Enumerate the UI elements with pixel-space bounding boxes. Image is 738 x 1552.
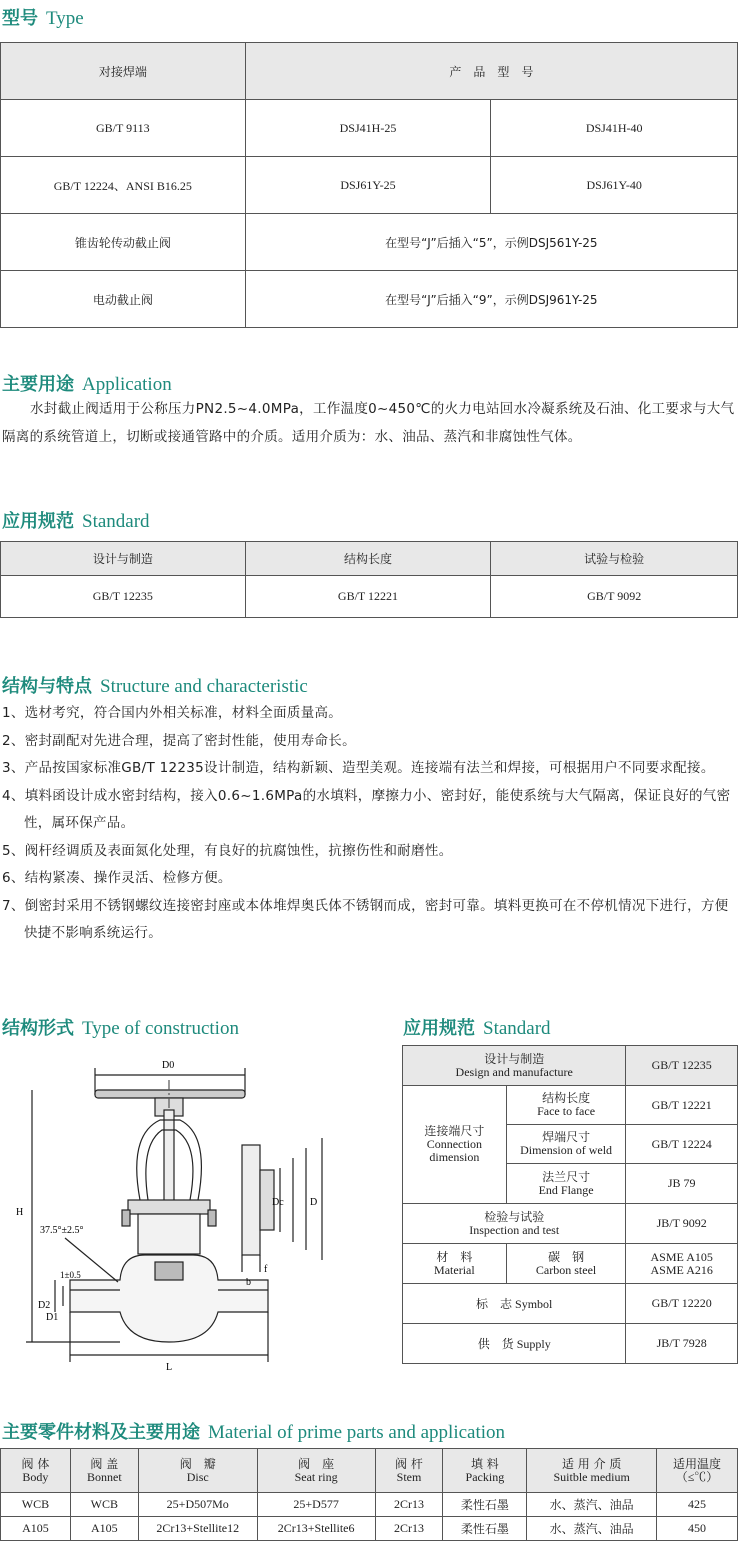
type-cell: DSJ61Y-40 bbox=[491, 157, 738, 214]
structure-item: 4、填料函设计成水密封结构，接入0.6~1.6MPa的水填料，摩擦力小、密封好，能使系统与大气隔离，保证良好的气密性，属环保产品。 bbox=[2, 787, 731, 831]
mat-cell: 水、蒸汽、油品 bbox=[527, 1493, 657, 1517]
structure-item: 6、结构紧凑、操作灵活、检修方便。 bbox=[2, 870, 232, 886]
std2-design bbox=[403, 1046, 626, 1086]
application-title-en: Application bbox=[82, 374, 172, 395]
construction-title-en: Type of construction bbox=[82, 1018, 239, 1039]
standard2-title bbox=[403, 1014, 551, 1040]
mat-header-cn: 阀 座 bbox=[298, 1456, 335, 1471]
mat-cell: 2Cr13 bbox=[375, 1493, 443, 1517]
std2-weld-val: GB/T 12224 bbox=[626, 1125, 738, 1164]
mat-header-en: Bonnet bbox=[86, 1469, 122, 1484]
label-tolerance: 1±0.5 bbox=[60, 1270, 81, 1280]
mat-header-cn: 适用温度 bbox=[673, 1456, 722, 1471]
standard2-table bbox=[402, 1045, 738, 1364]
std2-material bbox=[403, 1244, 507, 1284]
std2-weld-en: Dimension of weld bbox=[520, 1143, 613, 1157]
std2-weld-cn: 焊端尺寸 bbox=[542, 1130, 591, 1144]
bonnet-flange bbox=[128, 1200, 210, 1214]
std2-mat-val2: ASME A216 bbox=[650, 1262, 713, 1277]
mat-cell: 425 bbox=[657, 1493, 738, 1517]
mat-cell: A105 bbox=[1, 1517, 71, 1541]
std2-cs-cn: 碳 钢 bbox=[548, 1249, 585, 1264]
std2-design-cn: 设计与制造 bbox=[484, 1051, 545, 1066]
type-cell: 锥齿轮传动截止阀 bbox=[1, 214, 246, 271]
std2-face-en: Face to face bbox=[537, 1104, 596, 1118]
label-d2: D2 bbox=[38, 1300, 51, 1311]
mat-header-en: Disc bbox=[186, 1469, 209, 1484]
mat-header-cn: 阀 盖 bbox=[90, 1456, 119, 1471]
mat-header bbox=[1, 1449, 71, 1493]
structure-item: 5、阀杆经调质及表面氮化处理，有良好的抗腐蚀性，抗擦伤性和耐磨性。 bbox=[2, 842, 453, 859]
type-cell: 电动截止阀 bbox=[1, 271, 246, 328]
materials-title-cn: 主要零件材料及主要用途 bbox=[2, 1422, 200, 1443]
structure-item: 1、选材考究，符合国内外相关标准，材料全面质量高。 bbox=[2, 705, 343, 721]
mat-header-en: Seat ring bbox=[294, 1469, 338, 1484]
mat-cell: 25+D577 bbox=[257, 1493, 375, 1517]
mat-header-en: （≤℃） bbox=[675, 1469, 719, 1484]
label-d: D bbox=[310, 1197, 318, 1208]
mat-header bbox=[375, 1449, 443, 1493]
mat-header-en: Packing bbox=[465, 1469, 505, 1484]
std2-mat-cn: 材 料 bbox=[436, 1249, 473, 1264]
standard1-cell: GB/T 12221 bbox=[245, 576, 491, 618]
mat-cell: 450 bbox=[657, 1517, 738, 1541]
label-d1: D1 bbox=[46, 1312, 59, 1323]
table-row bbox=[1, 157, 738, 214]
type-cell: DSJ61Y-25 bbox=[245, 157, 491, 214]
type-header-weld: 对接焊端 bbox=[1, 43, 246, 100]
std2-flange-en: End Flange bbox=[538, 1182, 594, 1197]
std2-flange bbox=[506, 1164, 626, 1204]
mat-cell: 2Cr13+Stellite6 bbox=[257, 1517, 375, 1541]
std2-insp-cn: 检验与试验 bbox=[484, 1209, 545, 1224]
std2-design-val: GB/T 12235 bbox=[626, 1046, 738, 1086]
application-paragraph: 水封截止阀适用于公称压力PN2.5~4.0MPa，工作温度0~450℃的火力电站回水冷凝系统及石油、化工要求与大气隔离的系统管道上，切断或接通管路中的介质。适用介质为：水、油品、蒸汽和非腐蚀性气体。 bbox=[2, 401, 735, 445]
mat-header bbox=[70, 1449, 138, 1493]
mat-cell: 水、蒸汽、油品 bbox=[527, 1517, 657, 1541]
structure-title-en: Structure and characteristic bbox=[100, 676, 308, 697]
std2-insp-en: Inspection and test bbox=[469, 1222, 560, 1237]
handwheel bbox=[95, 1090, 245, 1098]
mat-cell: WCB bbox=[1, 1493, 71, 1517]
table-row bbox=[1, 1517, 738, 1541]
std2-insp-val: JB/T 9092 bbox=[626, 1204, 738, 1244]
table-row bbox=[1, 576, 738, 618]
table-row bbox=[1, 100, 738, 157]
structure-item: 7、倒密封采用不锈钢螺纹连接密封座或本体堆焊奥氏体不锈钢而成，密封可靠。填料更换可在不停机情况下进行，方便快捷不影响系统运行。 bbox=[2, 897, 729, 941]
std2-flange-cn: 法兰尺寸 bbox=[542, 1169, 591, 1184]
label-f: f bbox=[264, 1264, 268, 1275]
standard1-cell: GB/T 9092 bbox=[491, 576, 738, 618]
std2-flange-val: JB 79 bbox=[626, 1164, 738, 1204]
standard2-title-en: Standard bbox=[483, 1018, 551, 1039]
mat-header-cn: 阀 瓣 bbox=[179, 1456, 216, 1471]
construction-title bbox=[2, 1014, 239, 1040]
mat-header-en: Body bbox=[22, 1469, 49, 1484]
type-cell: GB/T 9113 bbox=[1, 100, 246, 157]
flange-view bbox=[242, 1145, 260, 1255]
std2-conn-en1: Connection bbox=[426, 1137, 483, 1151]
mat-header bbox=[443, 1449, 527, 1493]
mat-cell: WCB bbox=[70, 1493, 138, 1517]
application-title-cn: 主要用途 bbox=[2, 374, 74, 395]
label-angle: 37.5°±2.5° bbox=[40, 1225, 84, 1236]
label-h: H bbox=[16, 1207, 24, 1218]
std2-supply-val: JB/T 7928 bbox=[626, 1324, 738, 1364]
type-table bbox=[0, 42, 738, 328]
mat-header-cn: 阀 杆 bbox=[395, 1456, 423, 1471]
label-d0: D0 bbox=[162, 1060, 175, 1071]
std2-inspection bbox=[403, 1204, 626, 1244]
disc bbox=[155, 1262, 183, 1280]
type-header-model: 产 品 型 号 bbox=[245, 43, 737, 100]
std2-symbol-val: GB/T 12220 bbox=[626, 1284, 738, 1324]
mat-cell: 25+D507Mo bbox=[138, 1493, 257, 1517]
mat-header bbox=[657, 1449, 738, 1493]
mat-header-en: Stem bbox=[396, 1469, 422, 1484]
std2-conn-en2: dimension bbox=[429, 1150, 480, 1164]
structure-item: 2、密封副配对先进合理，提高了密封性能，使用寿命长。 bbox=[2, 732, 356, 749]
std2-carbon-steel bbox=[506, 1244, 626, 1284]
structure-title bbox=[2, 672, 308, 698]
mat-header-cn: 适 用 介 质 bbox=[561, 1456, 622, 1471]
type-cell: 在型号“J”后插入“9”，示例DSJ961Y-25 bbox=[245, 271, 737, 328]
construction-title-cn: 结构形式 bbox=[2, 1018, 74, 1039]
mat-header-en: Suitble medium bbox=[553, 1469, 630, 1484]
mat-cell: 柔性石墨 bbox=[443, 1493, 527, 1517]
std2-symbol: 标 志 Symbol bbox=[403, 1284, 626, 1324]
label-dc: Dc bbox=[272, 1197, 284, 1208]
mat-cell: A105 bbox=[70, 1517, 138, 1541]
mat-header bbox=[257, 1449, 375, 1493]
label-b: b bbox=[246, 1277, 251, 1288]
application-title bbox=[2, 370, 172, 396]
mat-cell: 2Cr13 bbox=[375, 1517, 443, 1541]
mat-header bbox=[527, 1449, 657, 1493]
standard1-header: 结构长度 bbox=[245, 542, 491, 576]
std2-face-cn: 结构长度 bbox=[542, 1091, 591, 1105]
std2-connection bbox=[403, 1086, 507, 1204]
table-row bbox=[1, 271, 738, 328]
application-text bbox=[2, 396, 736, 451]
table-row bbox=[1, 1493, 738, 1517]
std2-face-val: GB/T 12221 bbox=[626, 1086, 738, 1125]
materials-table bbox=[0, 1448, 738, 1541]
standard1-cell: GB/T 12235 bbox=[1, 576, 246, 618]
structure-list bbox=[2, 700, 736, 948]
valve-diagram bbox=[10, 1050, 340, 1380]
materials-title-en: Material of prime parts and application bbox=[208, 1422, 506, 1443]
standard1-title-en: Standard bbox=[82, 511, 150, 532]
standard1-title-cn: 应用规范 bbox=[2, 511, 74, 532]
std2-conn-cn: 连接端尺寸 bbox=[424, 1124, 485, 1138]
std2-supply: 供 货 Supply bbox=[403, 1324, 626, 1364]
mat-header-cn: 阀 体 bbox=[21, 1456, 50, 1471]
mat-header bbox=[138, 1449, 257, 1493]
type-cell: GB/T 12224、ANSI B16.25 bbox=[1, 157, 246, 214]
type-title-en: Type bbox=[46, 8, 84, 29]
std2-design-en: Design and manufacture bbox=[455, 1064, 573, 1079]
standard1-table bbox=[0, 541, 738, 618]
std2-material-val bbox=[626, 1244, 738, 1284]
mat-cell: 柔性石墨 bbox=[443, 1517, 527, 1541]
type-cell: DSJ41H-40 bbox=[491, 100, 738, 157]
type-section-title bbox=[2, 4, 84, 30]
std2-cs-en: Carbon steel bbox=[535, 1262, 597, 1277]
label-l: L bbox=[166, 1362, 173, 1373]
std2-mat-en: Material bbox=[434, 1262, 475, 1277]
structure-title-cn: 结构与特点 bbox=[2, 676, 92, 697]
mat-header-cn: 填 料 bbox=[470, 1456, 499, 1471]
std2-face bbox=[506, 1086, 626, 1125]
standard1-header: 试验与检验 bbox=[491, 542, 738, 576]
std2-mat-val1: ASME A105 bbox=[650, 1249, 713, 1264]
standard1-header: 设计与制造 bbox=[1, 542, 246, 576]
materials-title bbox=[2, 1418, 505, 1444]
type-title-cn: 型号 bbox=[2, 8, 38, 29]
standard1-title bbox=[2, 507, 150, 533]
std2-weld bbox=[506, 1125, 626, 1164]
table-row bbox=[1, 214, 738, 271]
structure-item: 3、产品按国家标准GB/T 12235设计制造，结构新颖、造型美观。连接端有法兰和焊接，可根据用户不同要求配接。 bbox=[2, 760, 715, 776]
mat-cell: 2Cr13+Stellite12 bbox=[138, 1517, 257, 1541]
type-cell: DSJ41H-25 bbox=[245, 100, 491, 157]
standard2-title-cn: 应用规范 bbox=[403, 1018, 475, 1039]
type-cell: 在型号“J”后插入“5”，示例DSJ561Y-25 bbox=[245, 214, 737, 271]
